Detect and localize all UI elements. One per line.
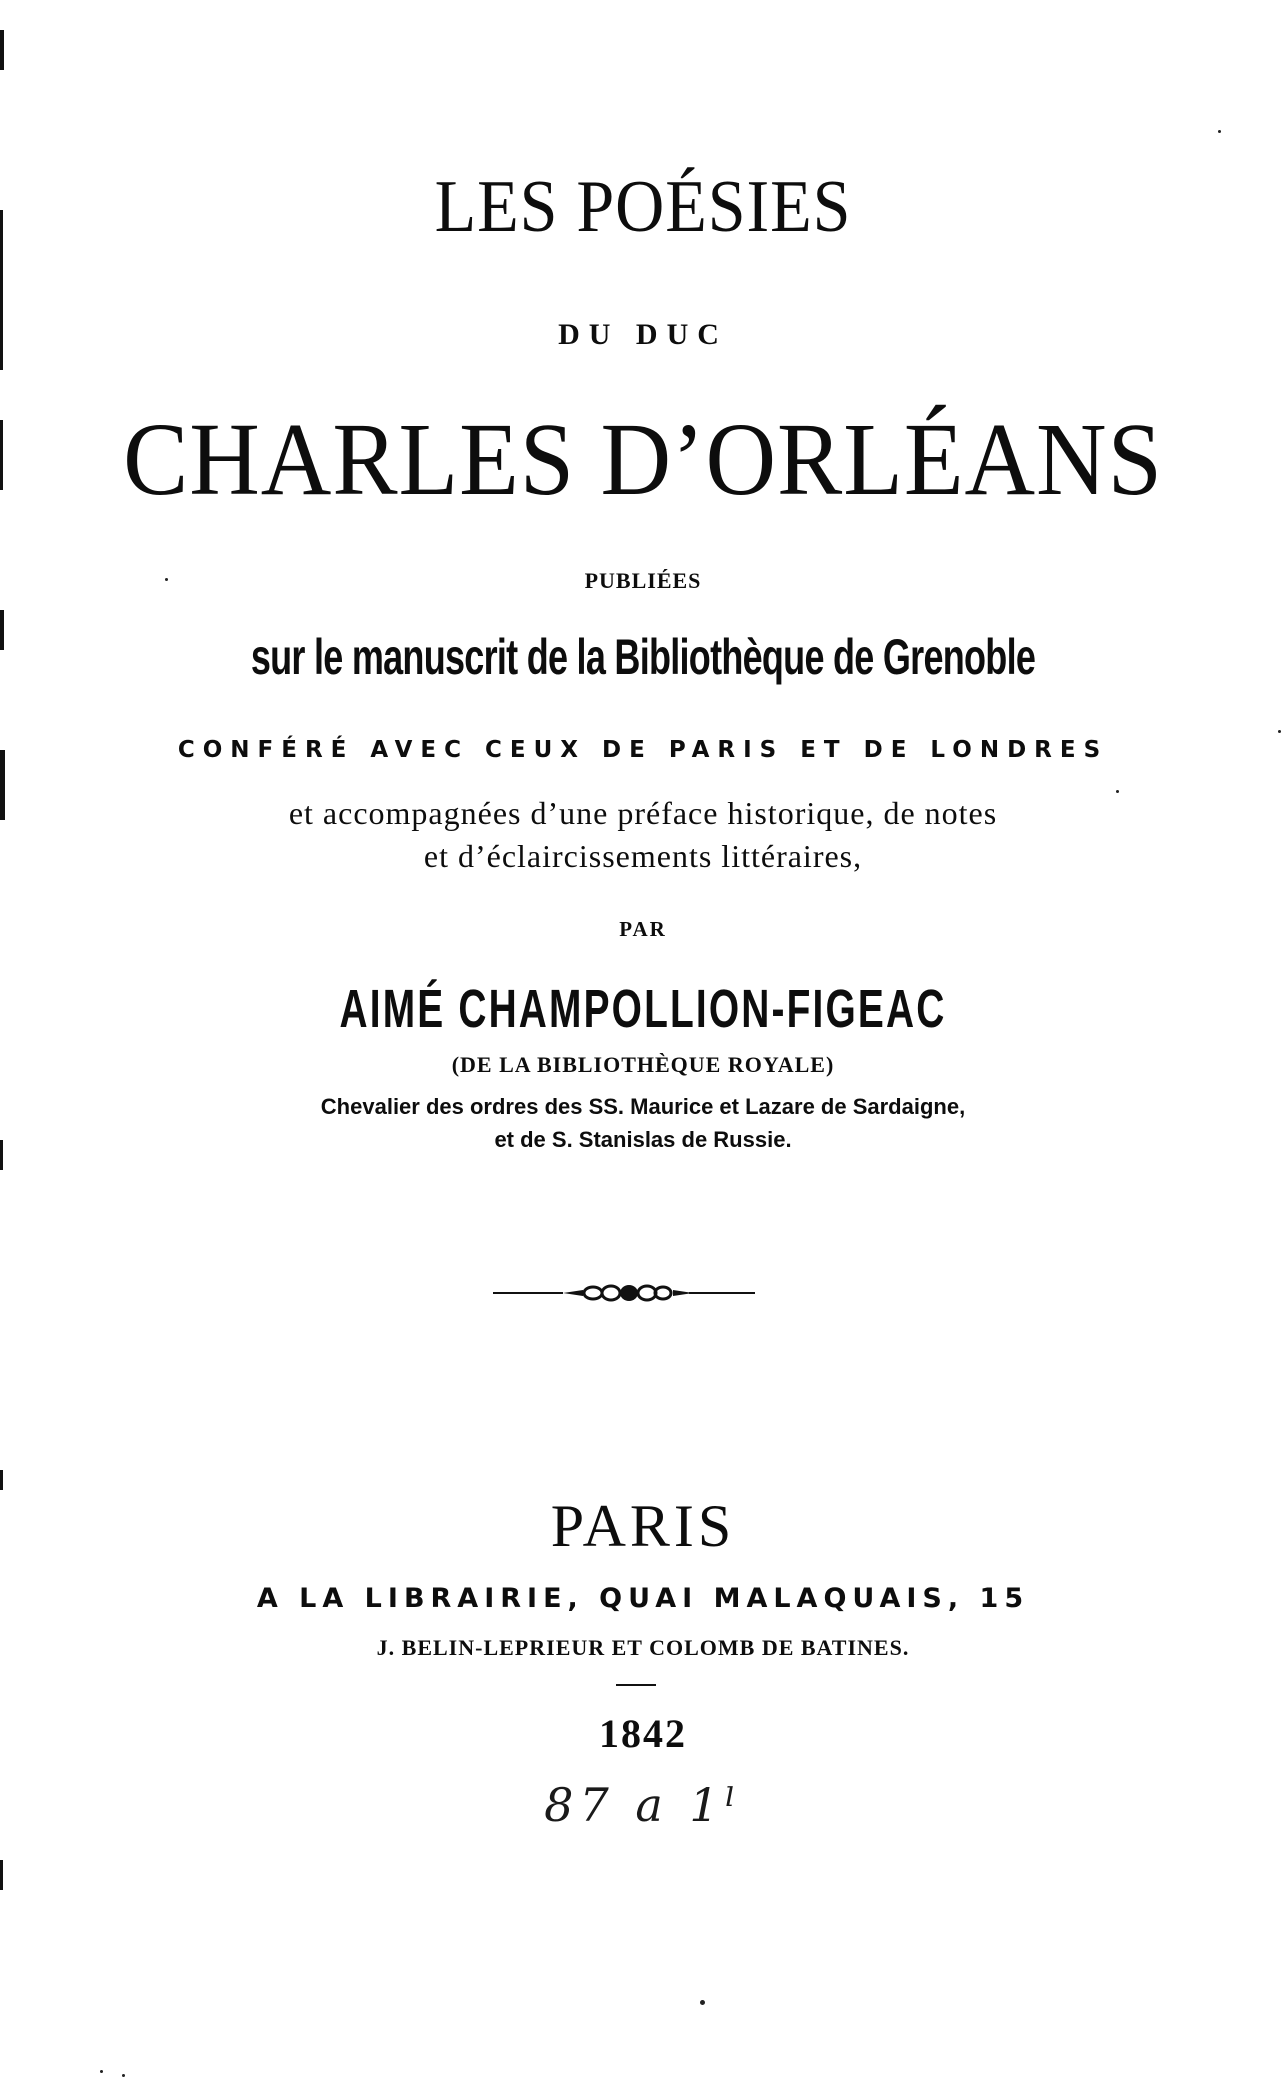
imprint-publisher: A LA LIBRAIRIE, QUAI MALAQUAIS, 15	[256, 1583, 1030, 1614]
title-line-2: DU DUC	[558, 318, 728, 351]
paper-speck	[1278, 730, 1281, 733]
ornament-divider-icon	[493, 1283, 755, 1303]
imprint-year: 1842	[599, 1711, 687, 1756]
author-name: AIMÉ CHAMPOLLION-FIGEAC	[339, 979, 947, 1039]
preface-line-2: et d’éclaircissements littéraires,	[423, 838, 863, 874]
author-affiliation: (DE LA BIBLIOTHÈQUE ROYALE)	[451, 1052, 835, 1077]
paper-speck	[700, 2000, 705, 2005]
short-rule	[616, 1684, 656, 1686]
title-line-1: LES POÉSIES	[434, 166, 852, 248]
manuscript-line: sur le manuscrit de la Bibliothèque de Grenoble	[250, 629, 1036, 685]
author-honors-line-1: Chevalier des ordres des SS. Maurice et Lazare de Sardaigne,	[320, 1094, 966, 1119]
imprint-city: PARIS	[550, 1493, 736, 1559]
paper-speck	[100, 2070, 103, 2073]
binding-edge-mark	[0, 610, 4, 650]
published-label: PUBLIÉES	[584, 568, 702, 593]
by-label: PAR	[619, 917, 667, 941]
paper-speck	[1218, 130, 1221, 133]
compared-line: CONFÉRÉ AVEC CEUX DE PARIS ET DE LONDRES	[177, 737, 1109, 763]
binding-edge-mark	[0, 1860, 3, 1890]
title-line-3: CHARLES D’ORLÉANS	[123, 402, 1163, 517]
preface-line-1: et accompagnées d’une préface historique, de notes	[288, 795, 998, 831]
paper-speck	[1116, 790, 1119, 793]
binding-edge-mark	[0, 420, 3, 490]
binding-edge-mark	[0, 30, 4, 70]
author-honors-line-2: et de S. Stanislas de Russie.	[494, 1127, 792, 1152]
paper-speck	[122, 2074, 125, 2077]
handwritten-shelfmark: 87 a 1ˡ	[544, 1778, 742, 1832]
binding-edge-mark	[0, 1470, 3, 1490]
imprint-booksellers: J. BELIN-LEPRIEUR ET COLOMB DE BATINES.	[376, 1635, 910, 1660]
